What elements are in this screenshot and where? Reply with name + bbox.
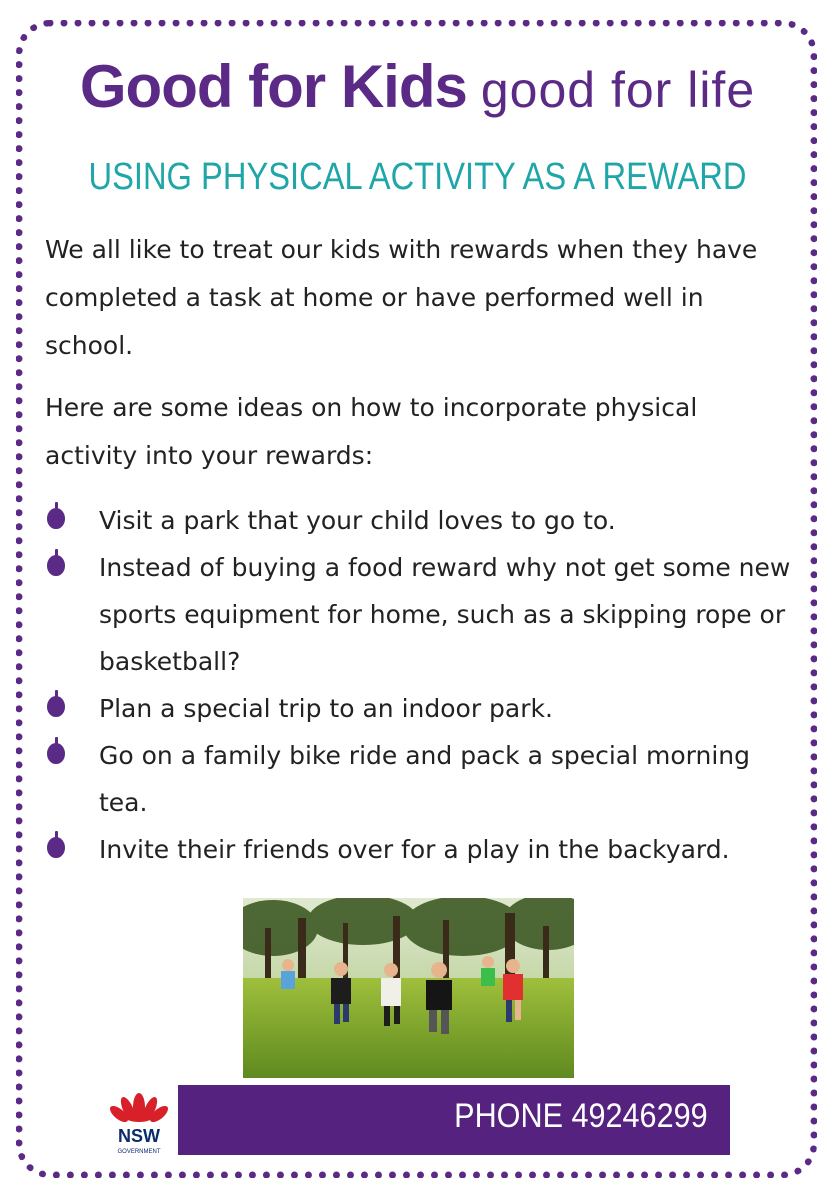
list-item — [45, 544, 805, 685]
phone-banner — [178, 1085, 730, 1155]
list-item-text: Plan a special trip to an indoor park. — [99, 694, 553, 723]
phone-number: PHONE 49246299 — [454, 1097, 708, 1135]
intro-paragraph: We all like to treat our kids with rewards when they have completed a task at home or have performed well in school. — [45, 235, 758, 360]
lead-paragraph: Here are some ideas on how to incorporate physical activity into your rewards: — [45, 393, 698, 470]
logo-subtext: GOVERNMENT — [117, 1149, 161, 1155]
plum-bullet-icon — [47, 508, 65, 529]
plum-bullet-icon — [47, 555, 65, 576]
list-item-text: Visit a park that your child loves to go to. — [99, 506, 616, 535]
waratah-logo-icon — [104, 1087, 174, 1157]
brand-title-light: good for life — [480, 62, 756, 118]
list-item-text: Invite their friends over for a play in the backyard. — [99, 835, 730, 864]
kids-running-photo — [243, 898, 574, 1078]
list-item-text: Go on a family bike ride and pack a special morning tea. — [99, 741, 751, 817]
page-subtitle: USING PHYSICAL ACTIVITY AS A REWARD — [88, 156, 747, 198]
list-item-text: Instead of buying a food reward why not get some new sports equipment for home, such as a skipping rope or basketball? — [99, 553, 791, 676]
ideas-list — [45, 497, 805, 873]
plum-bullet-icon — [47, 837, 65, 858]
list-item — [45, 732, 805, 826]
list-item — [45, 497, 805, 544]
list-item — [45, 685, 805, 732]
brand-header — [0, 52, 835, 121]
plum-bullet-icon — [47, 743, 65, 764]
plum-bullet-icon — [47, 696, 65, 717]
brand-title-strong: Good for Kids — [79, 53, 467, 120]
list-item — [45, 826, 805, 873]
logo-text: NSW — [118, 1126, 160, 1146]
